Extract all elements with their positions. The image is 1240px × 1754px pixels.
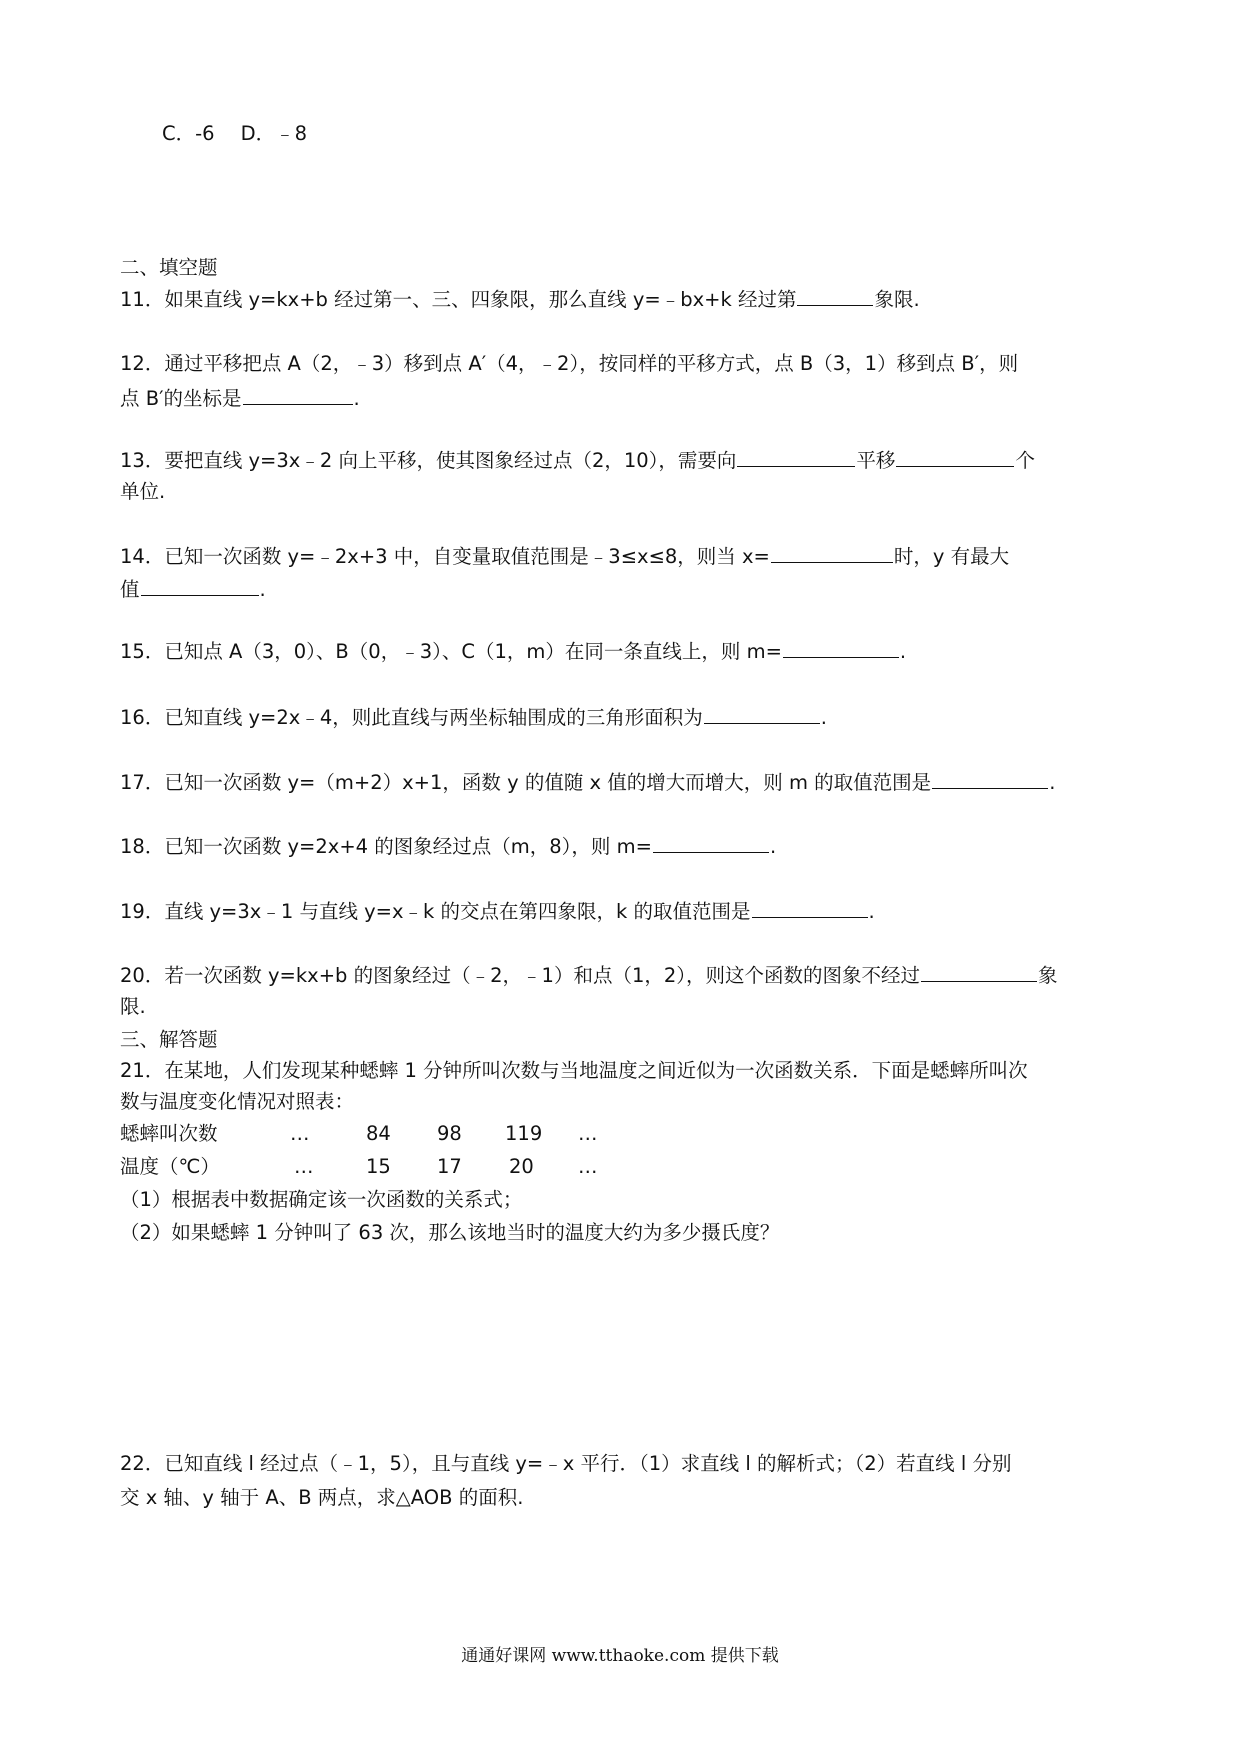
question-22-line1: 22．已知直线 l 经过点（﹣1，5），且与直线 y=﹣x 平行．（1）求直线 l 的解析式；（2）若直线 l 分别 — [120, 1452, 1012, 1475]
question-18 — [120, 832, 776, 860]
q12-text-2: 点 B′的坐标是 — [120, 387, 242, 410]
q20-answer-blank[interactable] — [921, 961, 1037, 982]
q14-text-2: 时，y 有最大 — [893, 545, 1010, 568]
table-cell: 17 — [437, 1155, 462, 1178]
q15-text: 15．已知点 A（3，0）、B（0，﹣3）、C（1，m）在同一条直线上，则 m= — [120, 640, 782, 663]
table-cell: 84 — [366, 1122, 391, 1145]
q18-text: 18．已知一次函数 y=2x+4 的图象经过点（m，8），则 m= — [120, 835, 652, 858]
question-19 — [120, 897, 875, 925]
table-cell: … — [578, 1122, 598, 1145]
q13-units-blank[interactable] — [896, 446, 1014, 467]
table-cell: 温度（℃） — [120, 1155, 220, 1178]
q15-tail: . — [899, 640, 907, 663]
q18-tail: . — [769, 835, 777, 858]
question-21-line1: 21．在某地，人们发现某种蟋蟀 1 分钟所叫次数与当地温度之间近似为一次函数关系．下面是蟋蟀所叫次 — [120, 1059, 1028, 1082]
question-16 — [120, 703, 827, 731]
question-14-line2 — [120, 575, 266, 603]
question-13-line1 — [120, 446, 1122, 474]
q17-answer-blank[interactable] — [932, 768, 1048, 789]
section-heading-fill-in: 二、填空题 — [120, 256, 218, 279]
q19-tail: . — [868, 900, 875, 923]
q13-text: 13．要把直线 y=3x﹣2 向上平移，使其图象经过点（2，10），需要向 — [120, 449, 737, 472]
choice-options-tail — [162, 121, 307, 147]
question-21-sub1: （1）根据表中数据确定该一次函数的关系式； — [120, 1188, 523, 1211]
q11-tail: 象限. — [874, 288, 920, 311]
q16-text: 16．已知直线 y=2x﹣4，则此直线与两坐标轴围成的三角形面积为 — [120, 706, 703, 729]
q14-text-3: 值 — [120, 578, 140, 601]
q14-max-blank[interactable] — [141, 575, 259, 596]
question-20-line1 — [120, 961, 1058, 989]
q13-text-3: 个 — [1015, 449, 1035, 472]
question-21-sub2: （2）如果蟋蟀 1 分钟叫了 63 次，那么该地当时的温度大约为多少摄氏度？ — [120, 1221, 780, 1244]
q19-answer-blank[interactable] — [752, 897, 868, 918]
q14-tail: . — [259, 578, 266, 601]
question-22-line2: 交 x 轴、y 轴于 A、B 两点，求△AOB 的面积. — [120, 1486, 524, 1509]
question-11 — [120, 285, 920, 313]
question-21-line2: 数与温度变化情况对照表： — [120, 1090, 355, 1113]
question-15 — [120, 637, 906, 665]
q13-direction-blank[interactable] — [737, 446, 855, 467]
q15-answer-blank[interactable] — [783, 637, 899, 658]
question-14-line1 — [120, 542, 1009, 570]
question-17 — [120, 768, 1055, 796]
q19-text: 19．直线 y=3x﹣1 与直线 y=x﹣k 的交点在第四象限，k 的取值范围是 — [120, 900, 751, 923]
table-cell: 119 — [505, 1122, 543, 1145]
q11-answer-blank[interactable] — [797, 285, 873, 306]
q17-text: 17．已知一次函数 y=（m+2）x+1，函数 y 的值随 x 值的增大而增大，则 m 的取值范围是 — [120, 771, 932, 794]
table-cell: … — [294, 1155, 314, 1178]
option-c: C．-6 — [162, 122, 215, 145]
q13-text-2: 平移 — [856, 449, 896, 472]
q12-text: 12．通过平移把点 A（2，﹣3）移到点 A′（4，﹣2），按同样的平移方式，点 B（3，1）移到点 B′，则 — [120, 352, 1019, 375]
section-heading-answers: 三、解答题 — [120, 1028, 218, 1051]
q12-answer-blank[interactable] — [243, 384, 353, 405]
table-cell: … — [290, 1122, 310, 1145]
question-20-line2: 限. — [120, 995, 146, 1018]
table-cell: 蟋蟀叫次数 — [120, 1122, 218, 1145]
table-cell: 15 — [366, 1155, 391, 1178]
q16-tail: . — [820, 706, 827, 729]
page-footer: 通通好课网 www.tthaoke.com 提供下载 — [461, 1646, 779, 1666]
table-cell: … — [578, 1155, 598, 1178]
question-13-line2: 单位. — [120, 480, 166, 503]
q20-text: 20．若一次函数 y=kx+b 的图象经过（﹣2，﹣1）和点（1，2），则这个函数的图象不经过 — [120, 964, 921, 987]
option-d: D．﹣8 — [240, 122, 307, 145]
question-12-line2 — [120, 384, 360, 412]
q14-text: 14．已知一次函数 y=﹣2x+3 中，自变量取值范围是﹣3≤x≤8，则当 x= — [120, 545, 770, 568]
q20-tail: 象 — [1038, 964, 1058, 987]
q17-tail: . — [1049, 771, 1056, 794]
q11-text: 11．如果直线 y=kx+b 经过第一、三、四象限，那么直线 y=﹣bx+k 经过第 — [120, 288, 797, 311]
question-12-line1 — [120, 351, 1122, 377]
q14-x-blank[interactable] — [771, 542, 893, 563]
q16-answer-blank[interactable] — [704, 703, 820, 724]
q12-tail: . — [353, 387, 360, 410]
table-cell: 20 — [509, 1155, 534, 1178]
q18-answer-blank[interactable] — [653, 832, 769, 853]
table-cell: 98 — [437, 1122, 462, 1145]
